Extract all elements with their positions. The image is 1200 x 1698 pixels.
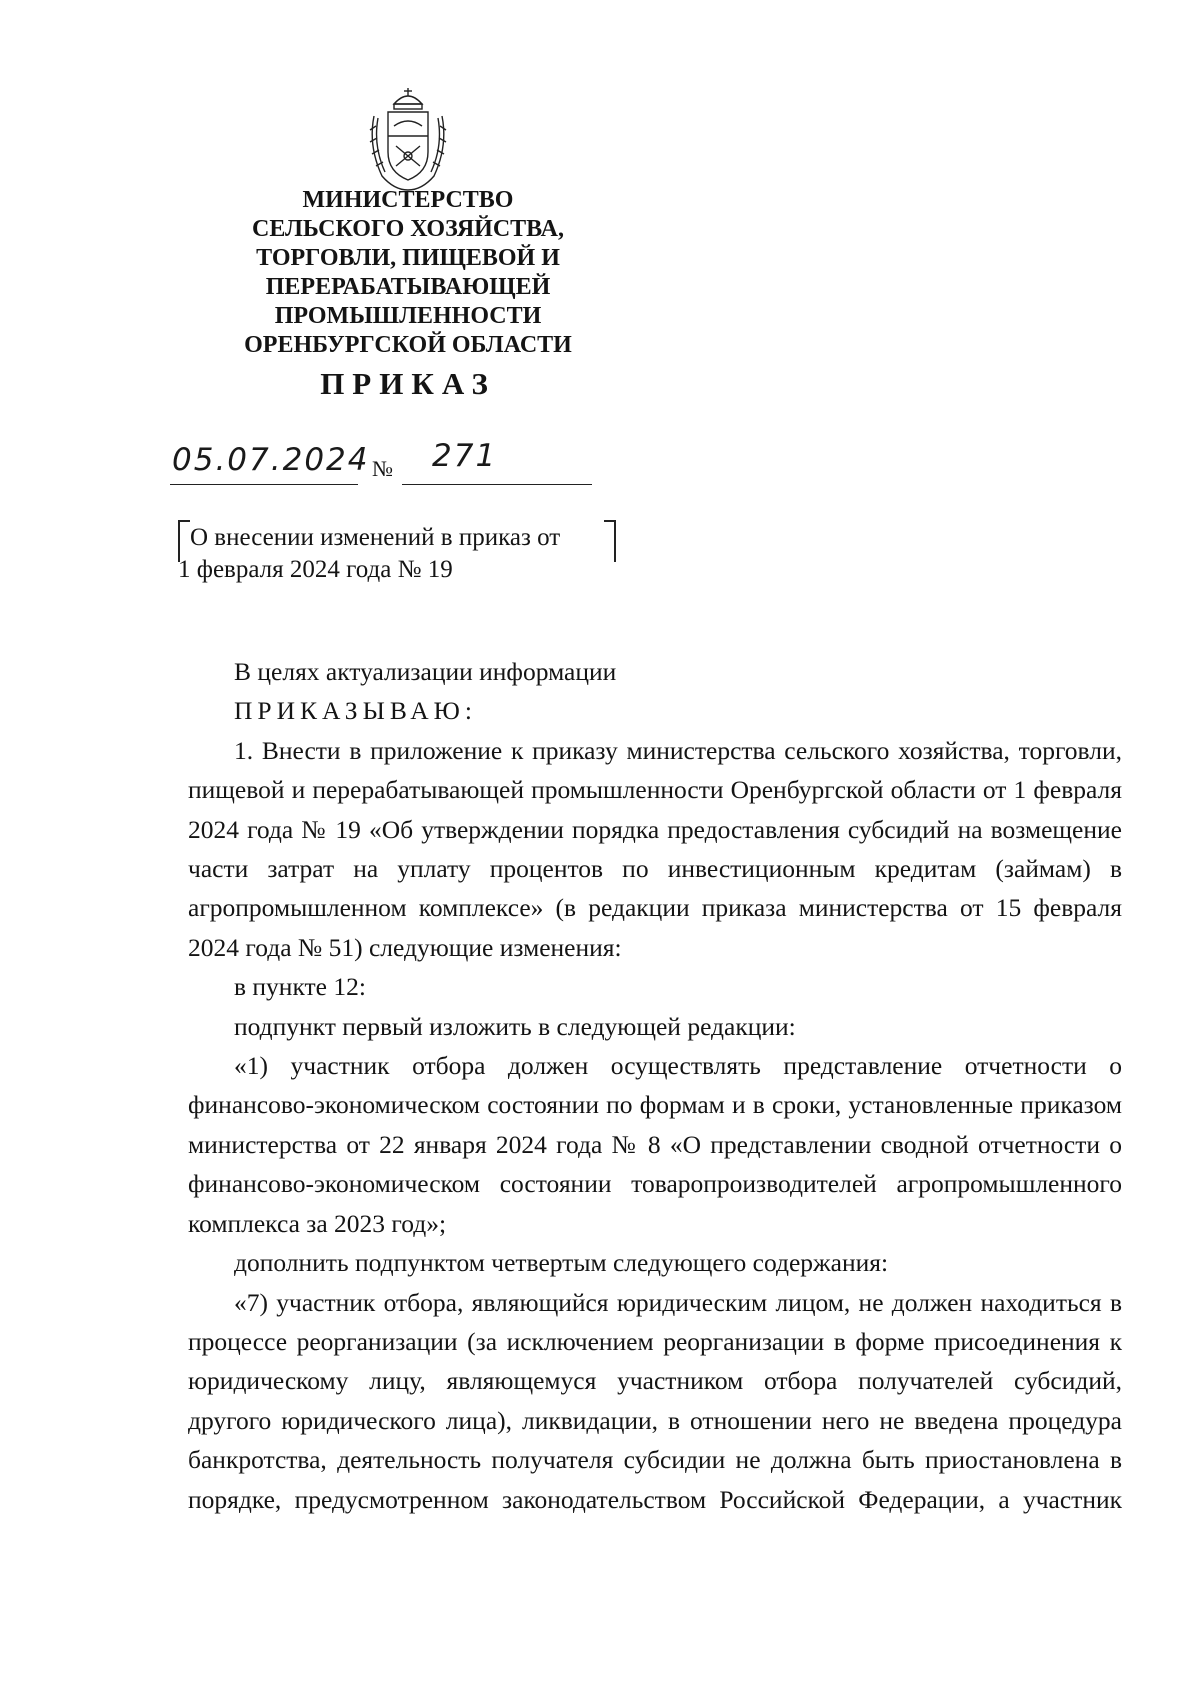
body-paragraph: В целях актуализации информации (234, 657, 617, 686)
order-date: 05.07.2024 (172, 442, 370, 478)
coat-of-arms-icon (364, 86, 452, 194)
body-paragraph: «1) участник отбора должен осуществлять представление отчетности о финансово-экономическом состоянии по формам и в сроки, установленные приказом министерства от 22 января 2024 года № 8 «О представлении сводной отчетности о финансово-экономическом состоянии товаропроизводителей агропромышленного комплекса за 2023 год»; (188, 1051, 1122, 1238)
body-paragraph: дополнить подпунктом четвертым следующего содержания: (234, 1248, 889, 1278)
body-paragraph: «7) участник отбора, являющийся юридическим лицом, не должен находиться в процессе реорганизации (за исключением реорганизации в форме присоединения к юридическому лицу, являющемуся участником отбора получателей субсидий, другого юридического лица), ликвидации, в отношении него не введена процедура банкротства, деятельность получателя субсидии не должна быть приостановлена в порядке, предусмотренном законодательством Российской Федерации, а участник (188, 1287, 1122, 1514)
body-paragraph: подпункт первый изложить в следующей редакции: (234, 1011, 796, 1041)
ministry-header (220, 186, 596, 360)
order-subject (178, 522, 618, 586)
body-paragraph: 1. Внести в приложение к приказу министерства сельского хозяйства, торговли, пищевой и перерабатывающей промышленности Оренбургской области от 1 февраля 2024 года № 19 «Об утверждении порядка предоставления субсидий на возмещение части затрат на уплату процентов по инвестиционным кредитам (займам) в агропромышленном комплексе» (в редакции приказа министерства от 15 февраля 2024 года № 51) следующие изменения: (188, 735, 1122, 962)
subject-line: О внесении изменений в приказ от (190, 524, 561, 551)
number-underline (402, 484, 592, 485)
order-number: 271 (432, 438, 498, 474)
header-line: СЕЛЬСКОГО ХОЗЯЙСТВА, (251, 216, 565, 242)
order-title: ПРИКАЗ (320, 366, 496, 401)
date-underline (170, 484, 358, 485)
header-line: ПЕРЕРАБАТЫВАЮЩЕЙ (265, 274, 551, 300)
body-paragraph: в пункте 12: (234, 972, 366, 1002)
header-line: МИНИСТЕРСТВО (302, 187, 514, 213)
order-date-number (170, 438, 590, 486)
subject-line: 1 февраля 2024 года № 19 (178, 556, 453, 583)
header-line: ПРОМЫШЛЕННОСТИ (274, 303, 542, 329)
order-body (188, 652, 1122, 1519)
header-line: ТОРГОВЛИ, ПИЩЕВОЙ И (256, 245, 560, 271)
number-label: № (372, 456, 393, 481)
header-line: ОРЕНБУРГСКОЙ ОБЛАСТИ (244, 332, 572, 358)
body-paragraph-order-word: ПРИКАЗЫВАЮ: (234, 696, 477, 726)
